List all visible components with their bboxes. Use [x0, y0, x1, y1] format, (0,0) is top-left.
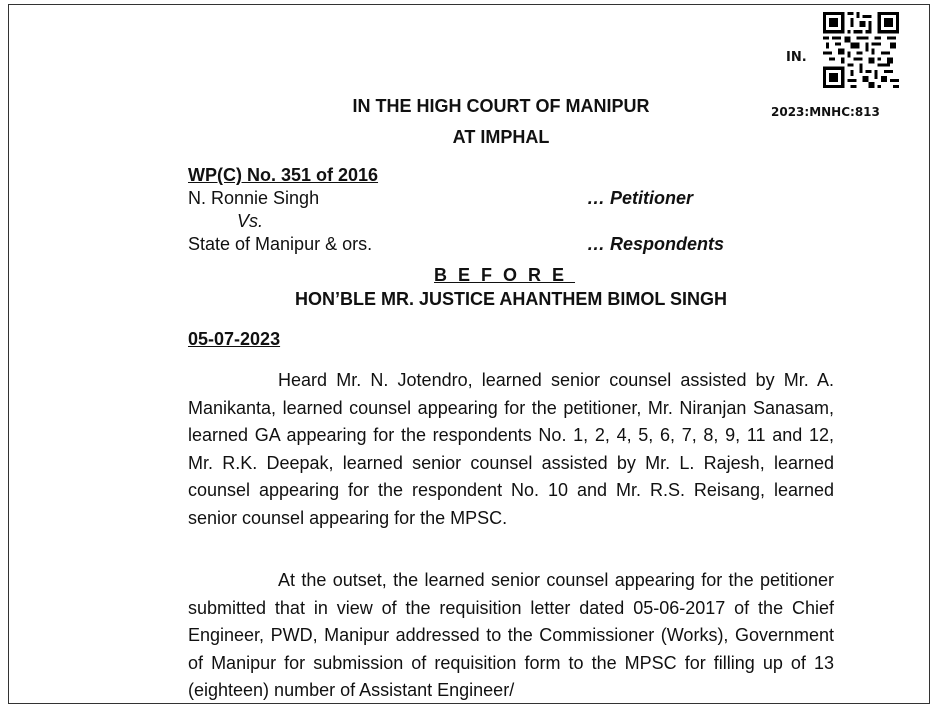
- neutral-citation: 2023:MNHC:813: [771, 105, 880, 119]
- in-label: IN.: [786, 50, 807, 65]
- qr-code-icon: [823, 12, 899, 88]
- document-page: [8, 4, 930, 704]
- order-date: 05-07-2023: [188, 329, 281, 349]
- petitioner-name: N. Ronnie Singh: [188, 188, 320, 208]
- respondent-name: State of Manipur & ors.: [188, 234, 373, 254]
- respondent-role: … Respondents: [587, 234, 725, 254]
- judge-name: HON’BLE MR. JUSTICE AHANTHEM BIMOL SINGH: [294, 289, 727, 309]
- court-title: IN THE HIGH COURT OF MANIPUR: [352, 96, 650, 116]
- case-number: WP(C) No. 351 of 2016: [188, 165, 379, 185]
- before-heading: BEFORE: [434, 265, 576, 285]
- order-paragraph-1: Heard Mr. N. Jotendro, learned senior counsel assisted by Mr. A. Manikanta, learned counsel appearing for the petitioner, Mr. Niranjan Sanasam, learned GA appearing for the respondents No. 1, 2, 4, 5, 6, 7, 8, 9, 11 and 12, Mr. R.K. Deepak, learned senior counsel assisted by Mr. L. Rajesh, learned counsel appearing for the respondent No. 10 and Mr. R.S. Reisang, learned senior counsel appearing for the MPSC.: [188, 370, 834, 528]
- court-location: AT IMPHAL: [452, 127, 550, 147]
- petitioner-role: … Petitioner: [587, 188, 694, 208]
- order-paragraph-2: At the outset, the learned senior counsel appearing for the petitioner submitted that in view of the requisition letter dated 05-06-2017 of the Chief Engineer, PWD, Manipur addressed to the Commissioner (Works), Government of Manipur for submission of requisition form to the MPSC for filling up of 13 (eighteen) number of Assistant Engineer/: [188, 570, 834, 700]
- versus-label: Vs.: [237, 211, 264, 231]
